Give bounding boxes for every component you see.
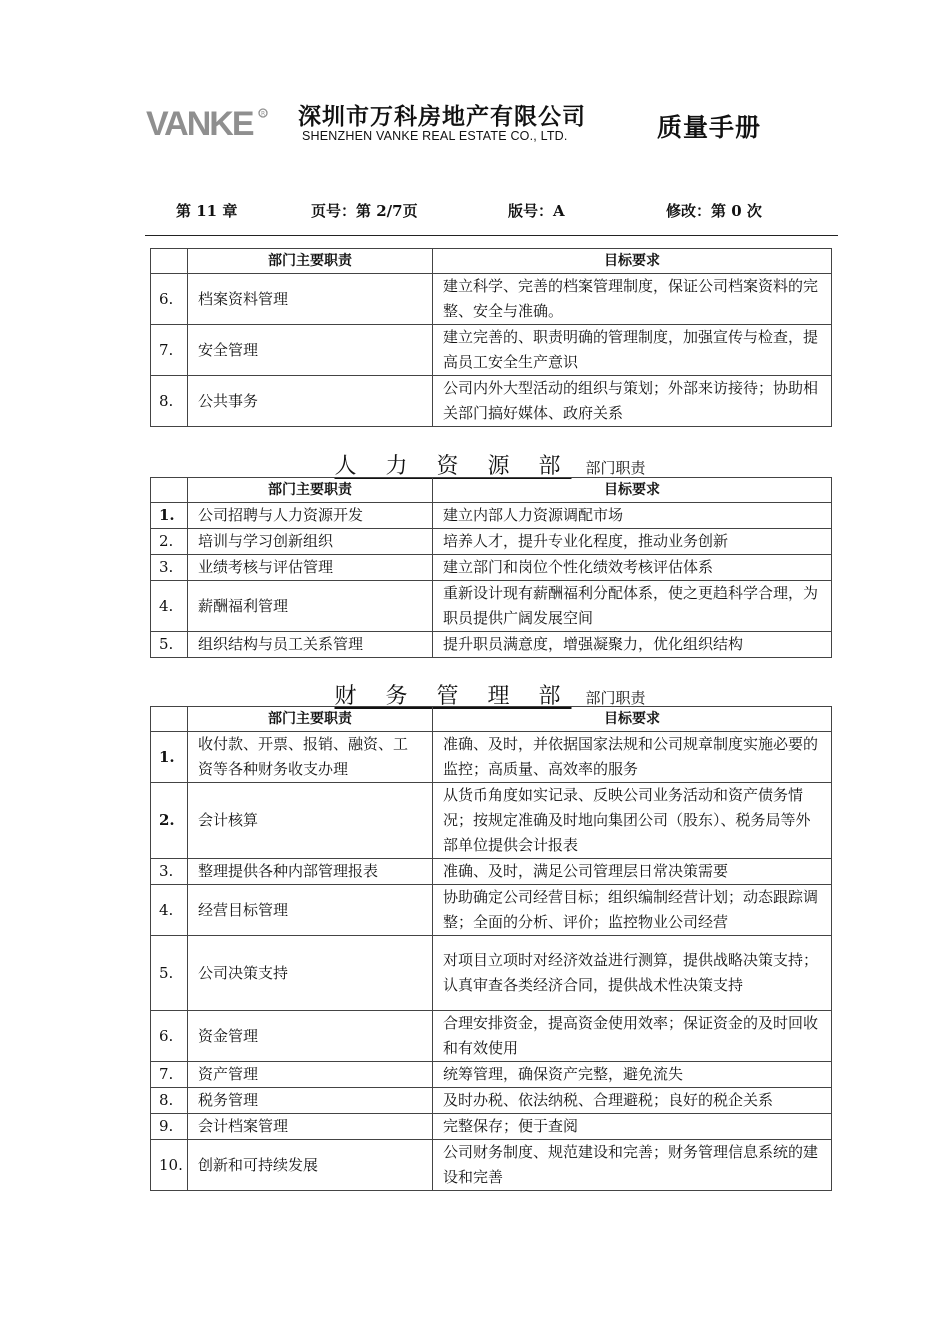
goal-cell: 公司内外大型活动的组织与策划；外部来访接待；协助相关部门搞好媒体、政府关系 [433, 376, 832, 427]
duty-cell: 资产管理 [188, 1062, 433, 1088]
row-number: 6. [151, 274, 188, 325]
header-cell-duty: 部门主要职责 [188, 478, 433, 503]
table-row [151, 274, 832, 325]
table-row [151, 555, 832, 581]
goal-cell: 对项目立项时对经济效益进行测算，提供战略决策支持；认真审查各类经济合同，提供战术性决策支持 [433, 936, 832, 1011]
table-header-row [151, 478, 832, 503]
table-row [151, 1140, 832, 1191]
goal-cell: 准确、及时，并依据国家法规和公司规章制度实施必要的监控；高质量、高效率的服务 [433, 732, 832, 783]
row-number: 5. [151, 936, 188, 1011]
duty-cell: 税务管理 [188, 1088, 433, 1114]
row-number: 8. [151, 376, 188, 427]
row-number: 2. [151, 783, 188, 859]
header-cell-goal: 目标要求 [433, 478, 832, 503]
duty-cell: 经营目标管理 [188, 885, 433, 936]
manual-title: 质量手册 [657, 113, 762, 142]
hr-section-subtitle: 部门职责 [585, 459, 646, 477]
row-number: 7. [151, 325, 188, 376]
header-divider [145, 235, 838, 236]
chapter-number: 第 11 章 [176, 202, 238, 220]
finance-section-subtitle: 部门职责 [585, 689, 646, 707]
table-row [151, 503, 832, 529]
row-number: 3. [151, 859, 188, 885]
hr-duties-table [150, 477, 832, 658]
table-row [151, 581, 832, 632]
table-row [151, 732, 832, 783]
table-row [151, 783, 832, 859]
version-number: 版号：A [508, 202, 565, 220]
finance-duties-table [150, 706, 832, 1191]
header-cell-duty: 部门主要职责 [188, 707, 433, 732]
duty-cell: 组织结构与员工关系管理 [188, 632, 433, 658]
duty-cell: 整理提供各种内部管理报表 [188, 859, 433, 885]
row-number: 4. [151, 581, 188, 632]
vanke-logo [146, 104, 270, 144]
row-number: 8. [151, 1088, 188, 1114]
header-cell-empty [151, 478, 188, 503]
revision-number: 修改：第 0 次 [666, 202, 762, 220]
duty-cell: 安全管理 [188, 325, 433, 376]
header-cell-goal: 目标要求 [433, 707, 832, 732]
duty-cell: 会计档案管理 [188, 1114, 433, 1140]
row-number: 4. [151, 885, 188, 936]
table-row [151, 632, 832, 658]
table-row [151, 1062, 832, 1088]
goal-cell: 及时办税、依法纳税、合理避税；良好的税企关系 [433, 1088, 832, 1114]
duty-cell: 公司招聘与人力资源开发 [188, 503, 433, 529]
row-number: 7. [151, 1062, 188, 1088]
hr-section-title: 人 力 资 源 部 [334, 454, 572, 479]
logo-text: VANKE [146, 105, 253, 143]
table-row [151, 859, 832, 885]
table-row [151, 1088, 832, 1114]
table-row [151, 885, 832, 936]
header-cell-empty [151, 249, 188, 274]
header-cell-empty [151, 707, 188, 732]
goal-cell: 建立完善的、职责明确的管理制度，加强宣传与检查，提高员工安全生产意识 [433, 325, 832, 376]
company-name-en: SHENZHEN VANKE REAL ESTATE CO., LTD. [302, 129, 568, 143]
duty-cell: 业绩考核与评估管理 [188, 555, 433, 581]
duty-cell: 薪酬福利管理 [188, 581, 433, 632]
duty-cell: 培训与学习创新组织 [188, 529, 433, 555]
row-number: 9. [151, 1114, 188, 1140]
row-number: 1. [151, 503, 188, 529]
goal-cell: 建立部门和岗位个性化绩效考核评估体系 [433, 555, 832, 581]
table-row [151, 1114, 832, 1140]
table-row [151, 936, 832, 1011]
hr-section-heading [150, 449, 830, 480]
duty-cell: 公共事务 [188, 376, 433, 427]
table-row [151, 376, 832, 427]
header-cell-duty: 部门主要职责 [188, 249, 433, 274]
row-number: 3. [151, 555, 188, 581]
duty-cell: 档案资料管理 [188, 274, 433, 325]
goal-cell: 协助确定公司经营目标；组织编制经营计划；动态跟踪调整；全面的分析、评价；监控物业公司经营 [433, 885, 832, 936]
duty-cell: 资金管理 [188, 1011, 433, 1062]
table-header-row [151, 249, 832, 274]
table-row [151, 1011, 832, 1062]
finance-section-title: 财 务 管 理 部 [334, 684, 572, 709]
duty-cell: 收付款、开票、报销、融资、工资等各种财务收支办理 [188, 732, 433, 783]
svg-text:R: R [261, 110, 266, 118]
goal-cell: 从货币角度如实记录、反映公司业务活动和资产债务情况；按规定准确及时地向集团公司（股东）、税务局等外部单位提供会计报表 [433, 783, 832, 859]
duty-cell: 会计核算 [188, 783, 433, 859]
goal-cell: 准确、及时，满足公司管理层日常决策需要 [433, 859, 832, 885]
table-row [151, 529, 832, 555]
row-number: 1. [151, 732, 188, 783]
goal-cell: 建立科学、完善的档案管理制度，保证公司档案资料的完整、安全与准确。 [433, 274, 832, 325]
duty-cell: 公司决策支持 [188, 936, 433, 1011]
table-header-row [151, 707, 832, 732]
row-number: 5. [151, 632, 188, 658]
company-name-cn: 深圳市万科房地产有限公司 [298, 104, 586, 130]
header-cell-goal: 目标要求 [433, 249, 832, 274]
goal-cell: 完整保存；便于查阅 [433, 1114, 832, 1140]
table-row [151, 325, 832, 376]
page-number: 页号：第 2/7页 [311, 202, 418, 220]
row-number: 10. [151, 1140, 188, 1191]
goal-cell: 统筹管理，确保资产完整，避免流失 [433, 1062, 832, 1088]
goal-cell: 重新设计现有薪酬福利分配体系，使之更趋科学合理，为职员提供广阔发展空间 [433, 581, 832, 632]
row-number: 2. [151, 529, 188, 555]
goal-cell: 提升职员满意度，增强凝聚力，优化组织结构 [433, 632, 832, 658]
goal-cell: 公司财务制度、规范建设和完善；财务管理信息系统的建设和完善 [433, 1140, 832, 1191]
row-number: 6. [151, 1011, 188, 1062]
goal-cell: 建立内部人力资源调配市场 [433, 503, 832, 529]
goal-cell: 合理安排资金，提高资金使用效率；保证资金的及时回收和有效使用 [433, 1011, 832, 1062]
goal-cell: 培养人才，提升专业化程度，推动业务创新 [433, 529, 832, 555]
duty-cell: 创新和可持续发展 [188, 1140, 433, 1191]
admin-duties-table [150, 248, 832, 427]
